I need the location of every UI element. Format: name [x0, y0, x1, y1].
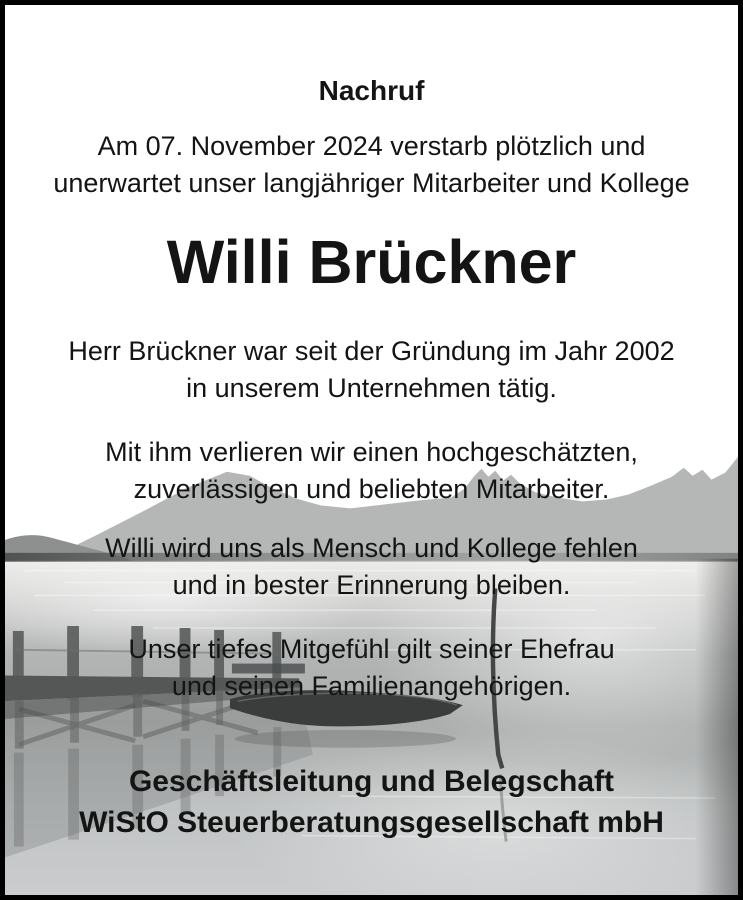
- signature: [5, 761, 738, 843]
- body-paragraph: [5, 434, 738, 508]
- intro-paragraph: [5, 128, 738, 202]
- boat-reflection: [235, 730, 456, 748]
- right-edge-shade: [696, 559, 738, 895]
- body-line: Willi wird uns als Mensch und Kollege fehlen: [105, 533, 638, 563]
- body-line: in unserem Unternehmen tätig.: [186, 373, 557, 403]
- body-paragraph: [5, 530, 738, 604]
- body-line: und in bester Erinnerung bleiben.: [172, 570, 571, 600]
- intro-line: unerwartet unser langjähriger Mitarbeiter und Kollege: [53, 168, 690, 198]
- body-line: Unser tiefes Mitgefühl gilt seiner Ehefrau: [128, 634, 615, 664]
- body-line: und seinen Familienangehörigen.: [171, 671, 572, 701]
- body-line: Mit ihm verlieren wir einen hochgeschätzten,: [105, 437, 638, 467]
- body-line: Herr Brückner war seit der Gründung im Jahr 2002: [68, 336, 675, 366]
- signature-line: Geschäftsleitung und Belegschaft: [128, 765, 615, 798]
- intro-line: Am 07. November 2024 verstarb plötzlich und: [97, 131, 646, 161]
- body-paragraph: [5, 631, 738, 705]
- signature-line: WiStO Steuerberatungsgesellschaft mbH: [79, 806, 664, 839]
- notice-title: Nachruf: [318, 75, 425, 106]
- body-paragraph: [5, 333, 738, 407]
- deceased-name: Willi Brückner: [166, 228, 577, 296]
- body-line: zuverlässigen und beliebten Mitarbeiter.: [133, 474, 610, 504]
